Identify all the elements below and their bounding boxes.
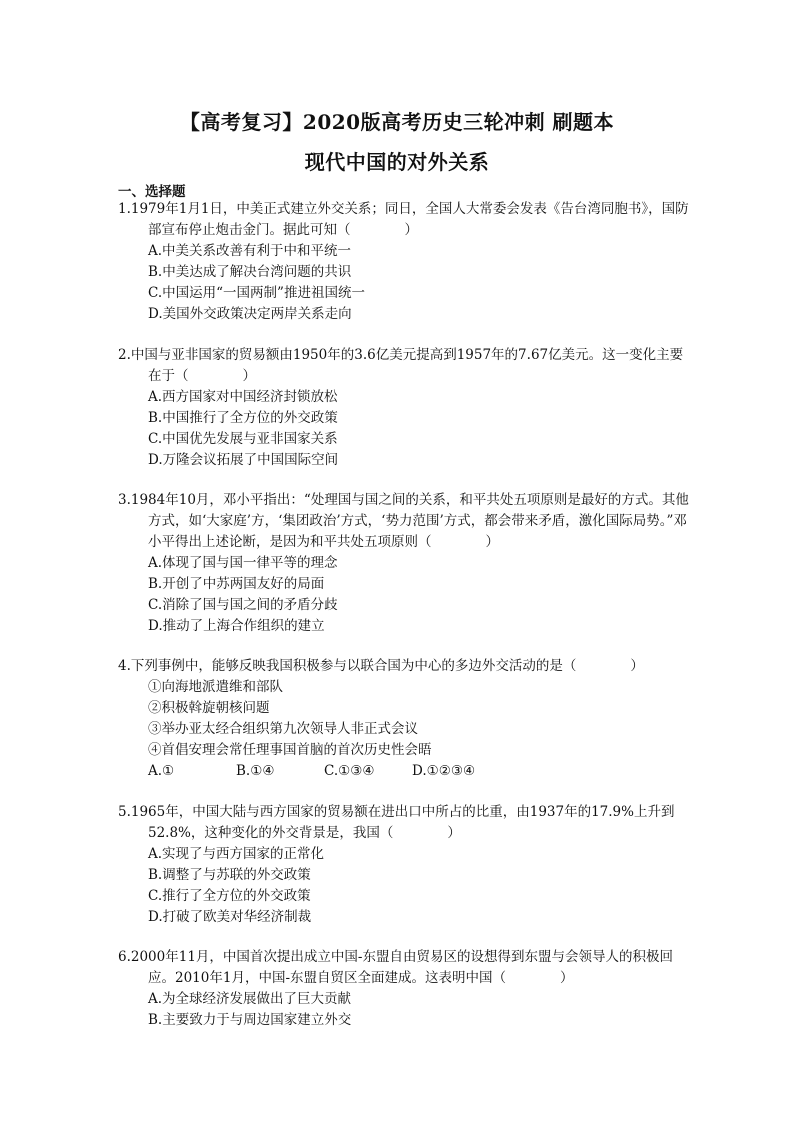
section-heading: 一、选择题 <box>118 184 186 200</box>
statement-3: ③举办亚太经合组织第九次领导人非正式会议 <box>148 721 418 737</box>
option-b: B.①④ <box>236 763 275 779</box>
option-a: A.实现了与西方国家的正常化 <box>148 846 325 862</box>
statement-1: ①向海地派遣维和部队 <box>148 679 283 695</box>
document-title: 【高考复习】2020版高考历史三轮冲刺 刷题本 <box>179 110 615 134</box>
option-c: C.中国优先发展与亚非国家关系 <box>148 431 338 447</box>
option-a: A.西方国家对中国经济封锁放松 <box>148 389 338 405</box>
question-stem: 6.2000年11月，中国首次提出成立中国-东盟自由贸易区的设想得到东盟与会领导人的积极回应。2010年1月，中国-东盟自贸区全面建成。这表明中国（ ） <box>118 949 673 986</box>
question-stem: 4.下列事例中，能够反映我国积极参与以联合国为中心的多边外交活动的是（ ） <box>118 658 644 674</box>
question-stem: 5.1965年，中国大陆与西方国家的贸易额在进出口中所占的比重，由1937年的17.9%上升到52.8%，这种变化的外交背景是，我国（ ） <box>118 804 675 841</box>
option-a: A.为全球经济发展做出了巨大贡献 <box>148 991 352 1007</box>
statement-2: ②积极斡旋朝核问题 <box>148 700 270 716</box>
document-subtitle: 现代中国的对外关系 <box>304 150 490 174</box>
option-b: B.调整了与苏联的外交政策 <box>148 867 311 883</box>
option-b: B.开创了中苏两国友好的局面 <box>148 576 325 592</box>
option-b: B.主要致力于与周边国家建立外交 <box>148 1012 352 1028</box>
question-stem: 2.中国与亚非国家的贸易额由1950年的3.6亿美元提高到1957年的7.67亿美元。这一变化主要在于（ ） <box>118 347 684 384</box>
option-a: A.① <box>148 763 175 779</box>
option-d: D.打破了欧美对华经济制裁 <box>148 909 312 925</box>
options-row <box>118 761 690 782</box>
question-1 <box>118 199 690 325</box>
statement-4: ④首倡安理会常任理事国首脑的首次历史性会晤 <box>148 742 432 758</box>
question-4 <box>118 656 690 782</box>
option-c: C.中国运用“一国两制”推进祖国统一 <box>148 285 365 301</box>
option-a: A.中美关系改善有利于中和平统一 <box>148 243 352 259</box>
question-3 <box>118 490 690 637</box>
option-c: C.消除了国与国之间的矛盾分歧 <box>148 597 338 613</box>
option-d: D.推动了上海合作组织的建立 <box>148 618 325 634</box>
option-d: D.美国外交政策决定两岸关系走向 <box>148 306 352 322</box>
option-a: A.体现了国与国一律平等的理念 <box>148 555 338 571</box>
question-6 <box>118 947 690 1031</box>
option-d: D.万隆会议拓展了中国国际空间 <box>148 452 339 468</box>
question-2 <box>118 345 690 471</box>
question-5 <box>118 802 690 928</box>
option-c: C.推行了全方位的外交政策 <box>148 888 311 904</box>
question-stem: 1.1979年1月1日，中美正式建立外交关系；同日，全国人大常委会发表《告台湾同胞书》，国防部宣布停止炮击金门。据此可知（ ） <box>118 201 689 238</box>
option-d: D.①②③④ <box>412 763 476 779</box>
question-stem: 3.1984年10月，邓小平指出：“处理国与国之间的关系，和平共处五项原则是最好的方式。其他方式，如‘大家庭’方，‘集团政治’方式，‘势力范围’方式，都会带来矛盾，激化国际局势。”邓小平得出上述论断，是因为和平共处五项原则（ ） <box>118 492 689 550</box>
option-c: C.①③④ <box>324 763 375 779</box>
option-b: B.中国推行了全方位的外交政策 <box>148 410 338 426</box>
option-b: B.中美达成了解决台湾问题的共识 <box>148 264 352 280</box>
